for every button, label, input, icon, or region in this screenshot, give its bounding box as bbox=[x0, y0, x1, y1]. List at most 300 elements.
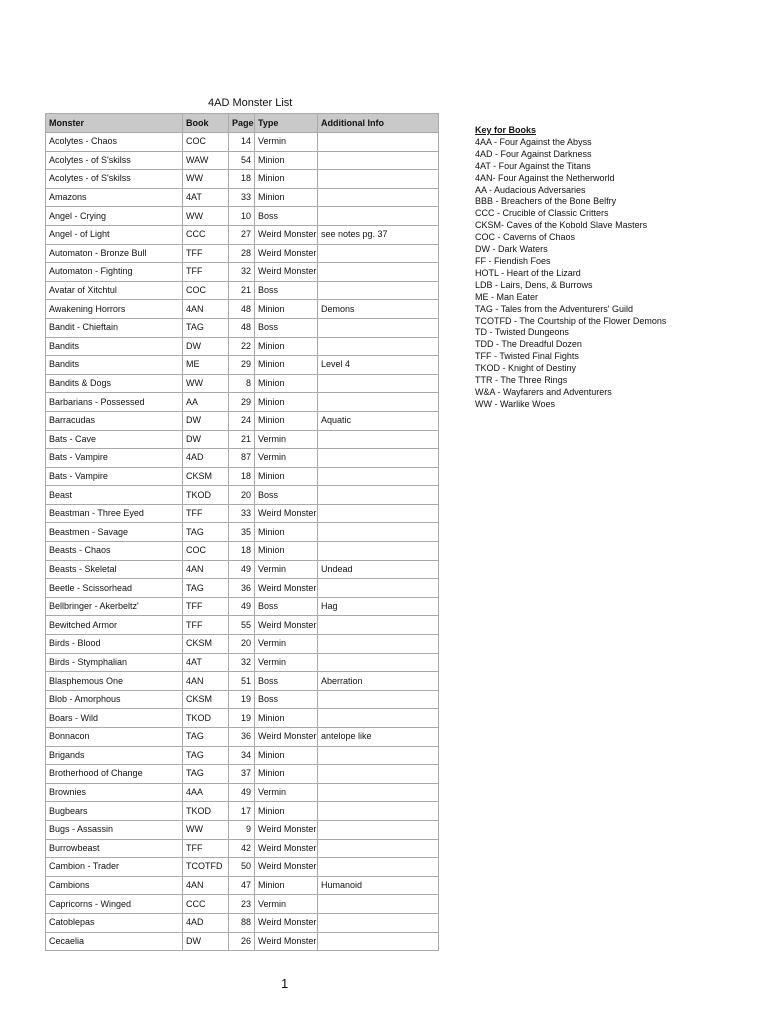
cell-additional-info bbox=[318, 765, 439, 784]
table-row bbox=[46, 393, 439, 412]
cell-book: WW bbox=[183, 820, 229, 839]
key-item: 4AA - Four Against the Abyss bbox=[475, 136, 592, 147]
cell-additional-info bbox=[318, 913, 439, 932]
cell-monster: Cecaelia bbox=[46, 932, 183, 951]
cell-additional-info: Aquatic bbox=[318, 411, 439, 430]
cell-additional-info: Aberration bbox=[318, 672, 439, 691]
cell-type: Vermin bbox=[255, 133, 318, 152]
cell-book: WW bbox=[183, 374, 229, 393]
table-row bbox=[46, 133, 439, 152]
cell-page: 33 bbox=[229, 188, 255, 207]
key-item: TAG - Tales from the Adventurers' Guild bbox=[475, 303, 633, 314]
cell-monster: Brownies bbox=[46, 783, 183, 802]
cell-additional-info bbox=[318, 858, 439, 877]
cell-book: CCC bbox=[183, 895, 229, 914]
cell-additional-info: Demons bbox=[318, 300, 439, 319]
key-item: WW - Warlike Woes bbox=[475, 398, 555, 409]
cell-monster: Bats - Cave bbox=[46, 430, 183, 449]
cell-book: DW bbox=[183, 337, 229, 356]
cell-additional-info bbox=[318, 133, 439, 152]
cell-page: 22 bbox=[229, 337, 255, 356]
cell-page: 32 bbox=[229, 653, 255, 672]
cell-page: 47 bbox=[229, 876, 255, 895]
cell-type: Minion bbox=[255, 709, 318, 728]
header-type: Type bbox=[255, 114, 318, 133]
table-row bbox=[46, 170, 439, 189]
cell-book: 4AT bbox=[183, 653, 229, 672]
cell-book: TAG bbox=[183, 579, 229, 598]
key-item: TFF - Twisted Final Fights bbox=[475, 351, 579, 362]
cell-book: TAG bbox=[183, 765, 229, 784]
cell-monster: Bandits & Dogs bbox=[46, 374, 183, 393]
cell-monster: Beasts - Skeletal bbox=[46, 560, 183, 579]
cell-type: Minion bbox=[255, 374, 318, 393]
cell-type: Weird Monster bbox=[255, 225, 318, 244]
cell-monster: Capricorns - Winged bbox=[46, 895, 183, 914]
key-item: LDB - Lairs, Dens, & Burrows bbox=[475, 279, 593, 290]
cell-monster: Blob - Amorphous bbox=[46, 690, 183, 709]
cell-monster: Cambion - Trader bbox=[46, 858, 183, 877]
cell-additional-info: see notes pg. 37 bbox=[318, 225, 439, 244]
cell-book: TFF bbox=[183, 597, 229, 616]
cell-book: CKSM bbox=[183, 690, 229, 709]
cell-book: TAG bbox=[183, 318, 229, 337]
cell-type: Minion bbox=[255, 170, 318, 189]
cell-page: 55 bbox=[229, 616, 255, 635]
key-item: TCOTFD - The Courtship of the Flower Demons bbox=[475, 315, 667, 326]
cell-book: TAG bbox=[183, 523, 229, 542]
cell-additional-info bbox=[318, 746, 439, 765]
cell-additional-info bbox=[318, 932, 439, 951]
cell-book: DW bbox=[183, 411, 229, 430]
key-item: CKSM- Caves of the Kobold Slave Masters bbox=[475, 220, 648, 231]
cell-type: Boss bbox=[255, 597, 318, 616]
cell-additional-info bbox=[318, 635, 439, 654]
cell-additional-info bbox=[318, 281, 439, 300]
table-row bbox=[46, 411, 439, 430]
table-row bbox=[46, 858, 439, 877]
cell-monster: Blasphemous One bbox=[46, 672, 183, 691]
cell-monster: Acolytes - Chaos bbox=[46, 133, 183, 152]
cell-page: 87 bbox=[229, 449, 255, 468]
cell-page: 32 bbox=[229, 263, 255, 282]
cell-type: Weird Monster bbox=[255, 913, 318, 932]
cell-monster: Barracudas bbox=[46, 411, 183, 430]
key-item: TDD - The Dreadful Dozen bbox=[475, 339, 582, 350]
cell-type: Minion bbox=[255, 337, 318, 356]
cell-additional-info bbox=[318, 616, 439, 635]
key-title: Key for Books bbox=[475, 125, 537, 135]
cell-additional-info: Humanoid bbox=[318, 876, 439, 895]
cell-page: 23 bbox=[229, 895, 255, 914]
cell-type: Minion bbox=[255, 746, 318, 765]
table-row bbox=[46, 709, 439, 728]
table-row bbox=[46, 579, 439, 598]
cell-book: TFF bbox=[183, 504, 229, 523]
cell-page: 42 bbox=[229, 839, 255, 858]
cell-type: Weird Monster bbox=[255, 932, 318, 951]
cell-page: 51 bbox=[229, 672, 255, 691]
cell-book: DW bbox=[183, 430, 229, 449]
cell-type: Weird Monster bbox=[255, 728, 318, 747]
cell-book: AA bbox=[183, 393, 229, 412]
cell-monster: Acolytes - of S'skilss bbox=[46, 170, 183, 189]
table-row bbox=[46, 820, 439, 839]
cell-monster: Bandits bbox=[46, 356, 183, 375]
table-row bbox=[46, 728, 439, 747]
cell-book: CKSM bbox=[183, 635, 229, 654]
cell-book: 4AD bbox=[183, 449, 229, 468]
cell-monster: Birds - Blood bbox=[46, 635, 183, 654]
cell-monster: Automaton - Fighting bbox=[46, 263, 183, 282]
cell-type: Vermin bbox=[255, 635, 318, 654]
table-row bbox=[46, 374, 439, 393]
cell-page: 26 bbox=[229, 932, 255, 951]
cell-type: Vermin bbox=[255, 560, 318, 579]
cell-additional-info bbox=[318, 318, 439, 337]
cell-additional-info bbox=[318, 653, 439, 672]
cell-book: ME bbox=[183, 356, 229, 375]
cell-additional-info bbox=[318, 449, 439, 468]
cell-page: 19 bbox=[229, 709, 255, 728]
cell-type: Weird Monster bbox=[255, 839, 318, 858]
table-row bbox=[46, 560, 439, 579]
table-row bbox=[46, 690, 439, 709]
cell-book: CCC bbox=[183, 225, 229, 244]
cell-book: COC bbox=[183, 133, 229, 152]
cell-page: 27 bbox=[229, 225, 255, 244]
cell-type: Weird Monster bbox=[255, 579, 318, 598]
table-row bbox=[46, 783, 439, 802]
cell-book: TFF bbox=[183, 616, 229, 635]
key-item: FF - Fiendish Foes bbox=[475, 255, 551, 266]
monster-table-body bbox=[46, 133, 439, 951]
table-row bbox=[46, 467, 439, 486]
cell-monster: Bugbears bbox=[46, 802, 183, 821]
key-item: W&A - Wayfarers and Adventurers bbox=[475, 386, 612, 397]
cell-page: 36 bbox=[229, 728, 255, 747]
cell-type: Vermin bbox=[255, 430, 318, 449]
key-list bbox=[475, 137, 666, 411]
cell-additional-info bbox=[318, 820, 439, 839]
cell-monster: Beasts - Chaos bbox=[46, 542, 183, 561]
header-page: Page bbox=[229, 114, 255, 133]
cell-page: 88 bbox=[229, 913, 255, 932]
cell-book: 4AN bbox=[183, 560, 229, 579]
cell-additional-info bbox=[318, 170, 439, 189]
key-item: TKOD - Knight of Destiny bbox=[475, 363, 577, 374]
cell-monster: Burrowbeast bbox=[46, 839, 183, 858]
key-item: CCC - Crucible of Classic Critters bbox=[475, 208, 609, 219]
table-row bbox=[46, 300, 439, 319]
cell-page: 9 bbox=[229, 820, 255, 839]
cell-monster: Cambions bbox=[46, 876, 183, 895]
cell-book: TKOD bbox=[183, 486, 229, 505]
cell-type: Weird Monster bbox=[255, 858, 318, 877]
cell-type: Vermin bbox=[255, 783, 318, 802]
table-row bbox=[46, 188, 439, 207]
cell-additional-info: Undead bbox=[318, 560, 439, 579]
cell-monster: Beastmen - Savage bbox=[46, 523, 183, 542]
cell-book: WW bbox=[183, 170, 229, 189]
cell-type: Minion bbox=[255, 542, 318, 561]
cell-page: 18 bbox=[229, 542, 255, 561]
cell-additional-info bbox=[318, 709, 439, 728]
header-additional-info: Additional Info bbox=[318, 114, 439, 133]
table-row bbox=[46, 337, 439, 356]
cell-book: 4AA bbox=[183, 783, 229, 802]
cell-monster: Bats - Vampire bbox=[46, 467, 183, 486]
cell-book: COC bbox=[183, 281, 229, 300]
cell-type: Boss bbox=[255, 207, 318, 226]
table-row bbox=[46, 597, 439, 616]
cell-page: 49 bbox=[229, 560, 255, 579]
cell-book: WAW bbox=[183, 151, 229, 170]
cell-book: TAG bbox=[183, 728, 229, 747]
cell-page: 29 bbox=[229, 356, 255, 375]
cell-additional-info bbox=[318, 337, 439, 356]
cell-page: 54 bbox=[229, 151, 255, 170]
table-row bbox=[46, 207, 439, 226]
table-row bbox=[46, 281, 439, 300]
cell-additional-info bbox=[318, 839, 439, 858]
cell-type: Boss bbox=[255, 672, 318, 691]
cell-type: Minion bbox=[255, 411, 318, 430]
cell-monster: Angel - Crying bbox=[46, 207, 183, 226]
cell-monster: Amazons bbox=[46, 188, 183, 207]
table-row bbox=[46, 263, 439, 282]
table-row bbox=[46, 523, 439, 542]
table-row bbox=[46, 765, 439, 784]
cell-book: TCOTFD bbox=[183, 858, 229, 877]
table-row bbox=[46, 449, 439, 468]
cell-additional-info bbox=[318, 542, 439, 561]
cell-book: CKSM bbox=[183, 467, 229, 486]
cell-type: Minion bbox=[255, 876, 318, 895]
key-item: 4AT - Four Against the Titans bbox=[475, 160, 591, 171]
cell-book: DW bbox=[183, 932, 229, 951]
cell-monster: Beast bbox=[46, 486, 183, 505]
cell-monster: Bonnacon bbox=[46, 728, 183, 747]
table-row bbox=[46, 672, 439, 691]
table-row bbox=[46, 913, 439, 932]
cell-monster: Beetle - Scissorhead bbox=[46, 579, 183, 598]
cell-page: 8 bbox=[229, 374, 255, 393]
cell-page: 49 bbox=[229, 597, 255, 616]
cell-type: Minion bbox=[255, 188, 318, 207]
table-row bbox=[46, 225, 439, 244]
cell-monster: Awakening Horrors bbox=[46, 300, 183, 319]
cell-monster: Barbarians - Possessed bbox=[46, 393, 183, 412]
cell-additional-info bbox=[318, 188, 439, 207]
cell-additional-info: antelope like bbox=[318, 728, 439, 747]
table-row bbox=[46, 876, 439, 895]
cell-page: 36 bbox=[229, 579, 255, 598]
key-item: 4AD - Four Against Darkness bbox=[475, 148, 592, 159]
table-row bbox=[46, 895, 439, 914]
monster-table bbox=[45, 113, 439, 951]
cell-type: Weird Monster bbox=[255, 820, 318, 839]
cell-type: Weird Monster bbox=[255, 263, 318, 282]
cell-page: 49 bbox=[229, 783, 255, 802]
cell-type: Minion bbox=[255, 300, 318, 319]
cell-type: Boss bbox=[255, 690, 318, 709]
cell-type: Minion bbox=[255, 467, 318, 486]
cell-type: Weird Monster bbox=[255, 504, 318, 523]
key-item: ME - Man Eater bbox=[475, 291, 539, 302]
key-item: BBB - Breachers of the Bone Belfry bbox=[475, 196, 617, 207]
cell-additional-info bbox=[318, 523, 439, 542]
cell-additional-info bbox=[318, 690, 439, 709]
cell-type: Weird Monster bbox=[255, 244, 318, 263]
key-item: 4AN- Four Against the Netherworld bbox=[475, 172, 615, 183]
cell-monster: Boars - Wild bbox=[46, 709, 183, 728]
table-row bbox=[46, 839, 439, 858]
cell-additional-info bbox=[318, 467, 439, 486]
table-row bbox=[46, 244, 439, 263]
cell-page: 18 bbox=[229, 467, 255, 486]
table-row bbox=[46, 653, 439, 672]
cell-page: 24 bbox=[229, 411, 255, 430]
cell-monster: Automaton - Bronze Bull bbox=[46, 244, 183, 263]
cell-additional-info bbox=[318, 393, 439, 412]
document-title: 4AD Monster List bbox=[208, 97, 293, 109]
cell-type: Weird Monster bbox=[255, 616, 318, 635]
page-number: 1 bbox=[281, 976, 289, 991]
header-book: Book bbox=[183, 114, 229, 133]
header-monster: Monster bbox=[46, 114, 183, 133]
cell-page: 17 bbox=[229, 802, 255, 821]
cell-type: Boss bbox=[255, 318, 318, 337]
cell-additional-info bbox=[318, 895, 439, 914]
cell-book: 4AT bbox=[183, 188, 229, 207]
table-header-row bbox=[46, 114, 439, 133]
cell-monster: Bats - Vampire bbox=[46, 449, 183, 468]
cell-monster: Bellbringer - Akerbeltz' bbox=[46, 597, 183, 616]
cell-type: Minion bbox=[255, 356, 318, 375]
cell-book: WW bbox=[183, 207, 229, 226]
cell-page: 48 bbox=[229, 300, 255, 319]
cell-monster: Angel - of Light bbox=[46, 225, 183, 244]
table-row bbox=[46, 151, 439, 170]
cell-additional-info: Hag bbox=[318, 597, 439, 616]
cell-monster: Bewitched Armor bbox=[46, 616, 183, 635]
table-row bbox=[46, 746, 439, 765]
cell-page: 34 bbox=[229, 746, 255, 765]
cell-additional-info bbox=[318, 374, 439, 393]
cell-type: Minion bbox=[255, 802, 318, 821]
cell-page: 20 bbox=[229, 486, 255, 505]
cell-type: Boss bbox=[255, 486, 318, 505]
cell-page: 21 bbox=[229, 430, 255, 449]
table-row bbox=[46, 616, 439, 635]
cell-book: 4AN bbox=[183, 672, 229, 691]
cell-page: 10 bbox=[229, 207, 255, 226]
cell-additional-info bbox=[318, 263, 439, 282]
table-row bbox=[46, 932, 439, 951]
cell-book: TFF bbox=[183, 244, 229, 263]
cell-page: 19 bbox=[229, 690, 255, 709]
cell-additional-info bbox=[318, 207, 439, 226]
cell-monster: Birds - Stymphalian bbox=[46, 653, 183, 672]
table-row bbox=[46, 486, 439, 505]
table-row bbox=[46, 356, 439, 375]
table-row bbox=[46, 430, 439, 449]
table-row bbox=[46, 802, 439, 821]
cell-monster: Acolytes - of S'skilss bbox=[46, 151, 183, 170]
cell-additional-info bbox=[318, 430, 439, 449]
cell-book: 4AD bbox=[183, 913, 229, 932]
cell-monster: Bandit - Chieftain bbox=[46, 318, 183, 337]
cell-page: 21 bbox=[229, 281, 255, 300]
cell-type: Minion bbox=[255, 523, 318, 542]
cell-page: 48 bbox=[229, 318, 255, 337]
cell-type: Vermin bbox=[255, 895, 318, 914]
cell-page: 18 bbox=[229, 170, 255, 189]
cell-additional-info bbox=[318, 783, 439, 802]
table-row bbox=[46, 542, 439, 561]
cell-page: 14 bbox=[229, 133, 255, 152]
cell-book: TAG bbox=[183, 746, 229, 765]
key-item: TD - Twisted Dungeons bbox=[475, 327, 569, 338]
cell-monster: Beastman - Three Eyed bbox=[46, 504, 183, 523]
cell-monster: Brotherhood of Change bbox=[46, 765, 183, 784]
cell-book: TKOD bbox=[183, 802, 229, 821]
cell-book: TFF bbox=[183, 263, 229, 282]
cell-additional-info bbox=[318, 244, 439, 263]
cell-page: 20 bbox=[229, 635, 255, 654]
key-item: TTR - The Three Rings bbox=[475, 375, 568, 386]
cell-book: TKOD bbox=[183, 709, 229, 728]
table-row bbox=[46, 318, 439, 337]
cell-book: 4AN bbox=[183, 300, 229, 319]
cell-book: COC bbox=[183, 542, 229, 561]
cell-additional-info bbox=[318, 151, 439, 170]
table-row bbox=[46, 635, 439, 654]
table-row bbox=[46, 504, 439, 523]
cell-type: Minion bbox=[255, 393, 318, 412]
cell-type: Boss bbox=[255, 281, 318, 300]
key-item: COC - Caverns of Chaos bbox=[475, 232, 576, 243]
cell-additional-info bbox=[318, 504, 439, 523]
cell-page: 35 bbox=[229, 523, 255, 542]
cell-type: Minion bbox=[255, 151, 318, 170]
cell-page: 28 bbox=[229, 244, 255, 263]
book-key bbox=[475, 125, 666, 411]
cell-page: 37 bbox=[229, 765, 255, 784]
cell-book: TFF bbox=[183, 839, 229, 858]
key-item: HOTL - Heart of the Lizard bbox=[475, 267, 581, 278]
cell-monster: Bugs - Assassin bbox=[46, 820, 183, 839]
cell-monster: Bandits bbox=[46, 337, 183, 356]
cell-monster: Brigands bbox=[46, 746, 183, 765]
cell-monster: Catoblepas bbox=[46, 913, 183, 932]
cell-type: Minion bbox=[255, 765, 318, 784]
cell-additional-info bbox=[318, 486, 439, 505]
cell-additional-info bbox=[318, 579, 439, 598]
cell-additional-info bbox=[318, 802, 439, 821]
cell-book: 4AN bbox=[183, 876, 229, 895]
key-item: AA - Audacious Adversaries bbox=[475, 184, 586, 195]
key-item: DW - Dark Waters bbox=[475, 244, 548, 255]
cell-monster: Avatar of Xitchtul bbox=[46, 281, 183, 300]
cell-page: 50 bbox=[229, 858, 255, 877]
cell-type: Vermin bbox=[255, 653, 318, 672]
cell-page: 29 bbox=[229, 393, 255, 412]
cell-type: Vermin bbox=[255, 449, 318, 468]
cell-additional-info: Level 4 bbox=[318, 356, 439, 375]
cell-page: 33 bbox=[229, 504, 255, 523]
